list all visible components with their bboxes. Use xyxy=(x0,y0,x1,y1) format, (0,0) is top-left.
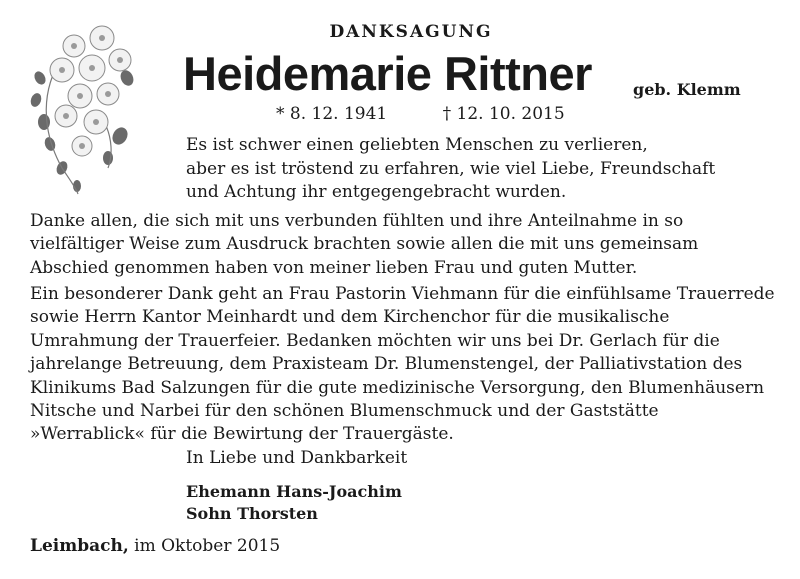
paragraph-line: jahrelange Betreuung, dem Praxisteam Dr. Blumenstengel, der Palliativstation des xyxy=(30,354,743,375)
date: im Oktober 2015 xyxy=(134,536,281,556)
paragraph-line: Nitsche und Narbei für den schönen Blumenschmuck und der Gaststätte xyxy=(30,401,659,422)
deceased-name: Heidemarie Rittner xyxy=(183,47,592,100)
paragraph-line: Klinikums Bad Salzungen für die gute medizinische Versorgung, den Blumenhäusern xyxy=(30,377,765,398)
paragraph-line: sowie Herrn Kantor Meinhardt und dem Kirchenchor für die musikalische xyxy=(30,307,670,328)
life-dates xyxy=(276,104,565,124)
quote xyxy=(186,134,766,205)
thanks-paragraph-1 xyxy=(30,210,780,280)
quote-line: aber es ist tröstend zu erfahren, wie viel Liebe, Freundschaft xyxy=(186,158,716,179)
paragraph-line: Ein besonderer Dank geht an Frau Pastorin Viehmann für die einfühlsame Trauerrede xyxy=(30,284,775,304)
signer: Ehemann Hans-Joachim xyxy=(186,482,402,501)
signers xyxy=(186,481,402,525)
paragraph-line: vielfältiger Weise zum Ausdruck brachten sowie allen die mit uns gemeinsam xyxy=(30,234,699,255)
paragraph-line: »Werrablick« für die Bewirtung der Trauergäste. xyxy=(30,424,454,445)
place-date xyxy=(30,536,280,556)
birth-date: * 8. 12. 1941 xyxy=(276,104,388,124)
quote-line: und Achtung ihr entgegengebracht wurden. xyxy=(186,182,567,202)
death-date: † 12. 10. 2015 xyxy=(442,104,565,124)
heading: DANKSAGUNG xyxy=(329,22,493,42)
maiden-name: geb. Klemm xyxy=(633,80,741,99)
orchid-bouquet-icon xyxy=(22,18,142,198)
paragraph-line: Abschied genommen haben von meiner lieben Frau und guten Mutter. xyxy=(30,257,638,278)
closing-phrase: In Liebe und Dankbarkeit xyxy=(186,448,408,468)
paragraph-line: Danke allen, die sich mit uns verbunden fühlten und ihre Anteilnahme in so xyxy=(30,211,684,231)
place: Leimbach, xyxy=(30,536,129,556)
paragraph-line: Umrahmung der Trauerfeier. Bedanken möchten wir uns bei Dr. Gerlach für die xyxy=(30,330,720,351)
thanks-paragraph-2 xyxy=(30,283,780,447)
signer: Sohn Thorsten xyxy=(186,504,318,523)
quote-line: Es ist schwer einen geliebten Menschen zu verlieren, xyxy=(186,135,648,155)
